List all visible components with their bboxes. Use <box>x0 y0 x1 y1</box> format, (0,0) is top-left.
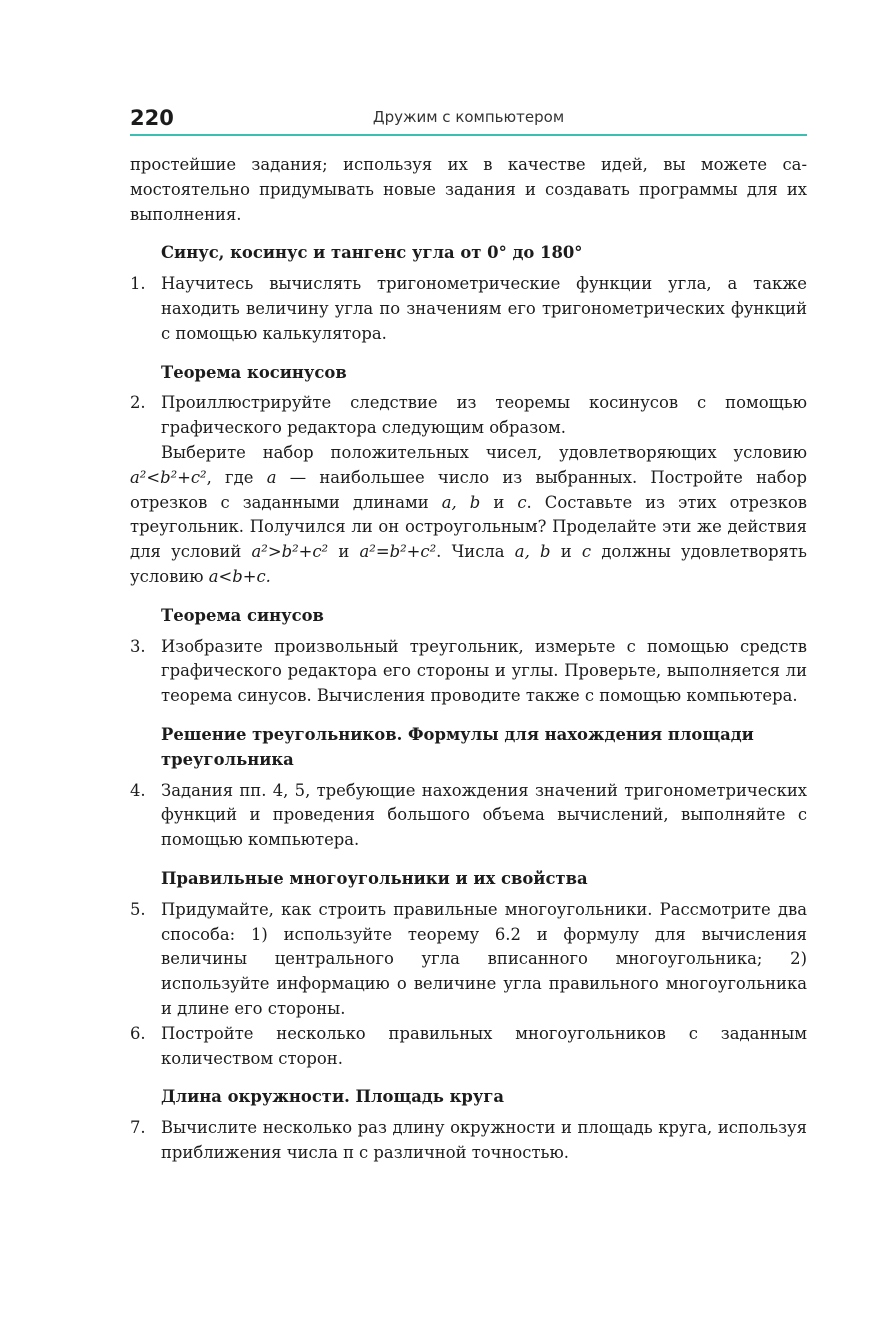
text-run: , где <box>206 467 254 487</box>
task-text: Изобразите произвольный треугольник, измерьте с помощью средств графического редактора его стороны и углы. Проверьте, выполняется ли теорема синусов. Вычисления проводите также с помощью компьютера. <box>161 636 807 706</box>
formula-1: a²<b²+c² <box>130 467 207 487</box>
task-number: 1. <box>130 274 146 294</box>
task-item-4 <box>130 779 807 853</box>
text-run: Выберите набор положительных чисел, удовлетворяющих условию <box>161 442 807 462</box>
task-number: 2. <box>130 393 146 413</box>
var-b: b <box>469 492 481 512</box>
section-heading-sine-theorem: Теорема синусов <box>161 605 324 625</box>
section-heading-polygons: Правильные многоугольники и их свойства <box>161 868 588 888</box>
text-run: должны удовлетворять условию <box>130 542 807 586</box>
task-item-2 <box>130 391 807 589</box>
task-text: Проиллюстрируйте следствие из теоремы косинусов с помощью графического редактора следующим образом. <box>161 393 807 438</box>
text-run: и <box>560 542 572 562</box>
formula-2: a²>b²+c² <box>251 542 329 562</box>
text-run: . Числа <box>436 542 505 562</box>
task-item-7 <box>130 1116 807 1166</box>
task-text: Постройте несколько правильных многоугольников с заданным количеством сторон. <box>161 1023 807 1068</box>
var-b-2: b <box>540 542 551 562</box>
var-a-list: a, <box>441 492 457 512</box>
task-number: 6. <box>130 1023 146 1043</box>
task-number: 5. <box>130 899 146 919</box>
task-number: 7. <box>130 1118 146 1138</box>
task-text: Вычислите несколько раз длину окружности и площадь круга, используя приближения числа π с различной точностью. <box>161 1118 807 1162</box>
task-item-6 <box>130 1022 807 1072</box>
running-title: Дружим с компьютером <box>372 108 565 126</box>
text-run: — наибольшее число из выбранных. Постройте набор отрезков с заданными длинами <box>130 467 807 512</box>
var-c: c <box>517 492 527 512</box>
intro-paragraph: простейшие задания; используя их в качестве идей, вы можете самостоятельно придумывать новые задания и создавать программы для их выполнения. <box>130 155 807 224</box>
page-number: 220 <box>130 106 174 130</box>
section-heading-cosine-theorem: Теорема косинусов <box>161 362 347 382</box>
task-2-paragraph <box>130 441 807 590</box>
task-item-5 <box>130 898 807 1022</box>
section-heading-sine-cosine: Синус, косинус и тангенс угла от 0° до 180° <box>161 243 583 263</box>
text-run: и <box>493 492 505 512</box>
task-number: 3. <box>130 636 146 656</box>
text-run: и <box>338 542 350 562</box>
task-text: Задания пп. 4, 5, требующие нахождения значений тригонометрических функций и проведения большого объема вычислений, выполняйте с помощью компьютера. <box>161 780 807 850</box>
var-a: a <box>266 467 277 487</box>
page-header <box>130 100 807 136</box>
task-item-1 <box>130 272 807 346</box>
section-heading-triangles: Решение треугольников. Формулы для нахождения площади треугольника <box>161 724 754 769</box>
task-item-3 <box>130 635 807 709</box>
formula-4: a<b+c. <box>208 566 271 586</box>
task-text: Придумайте, как строить правильные многоугольники. Рассмотрите два способа: 1) используйте теорему 6.2 и формулу для вычисления величины центрального угла вписанного многоугольника; 2) используйте информацию о величине угла правильного многоугольника и длине его стороны. <box>161 899 807 1018</box>
page-body <box>130 153 807 1166</box>
var-c-2: c <box>581 542 592 562</box>
task-text: Научитесь вычислять тригонометрические функции угла, а также находить величину угла по значениям его тригонометрических функций с помощью калькулятора. <box>161 274 807 343</box>
var-a-list-2: a, <box>514 542 530 562</box>
text-run: . Составьте из этих отрезков треугольник. Получился ли он остроугольным? Проделайте эти же действия для условий <box>130 492 807 562</box>
task-number: 4. <box>130 780 146 800</box>
section-heading-circle: Длина окружности. Площадь круга <box>161 1087 505 1107</box>
formula-3: a²=b²+c² <box>359 542 437 562</box>
